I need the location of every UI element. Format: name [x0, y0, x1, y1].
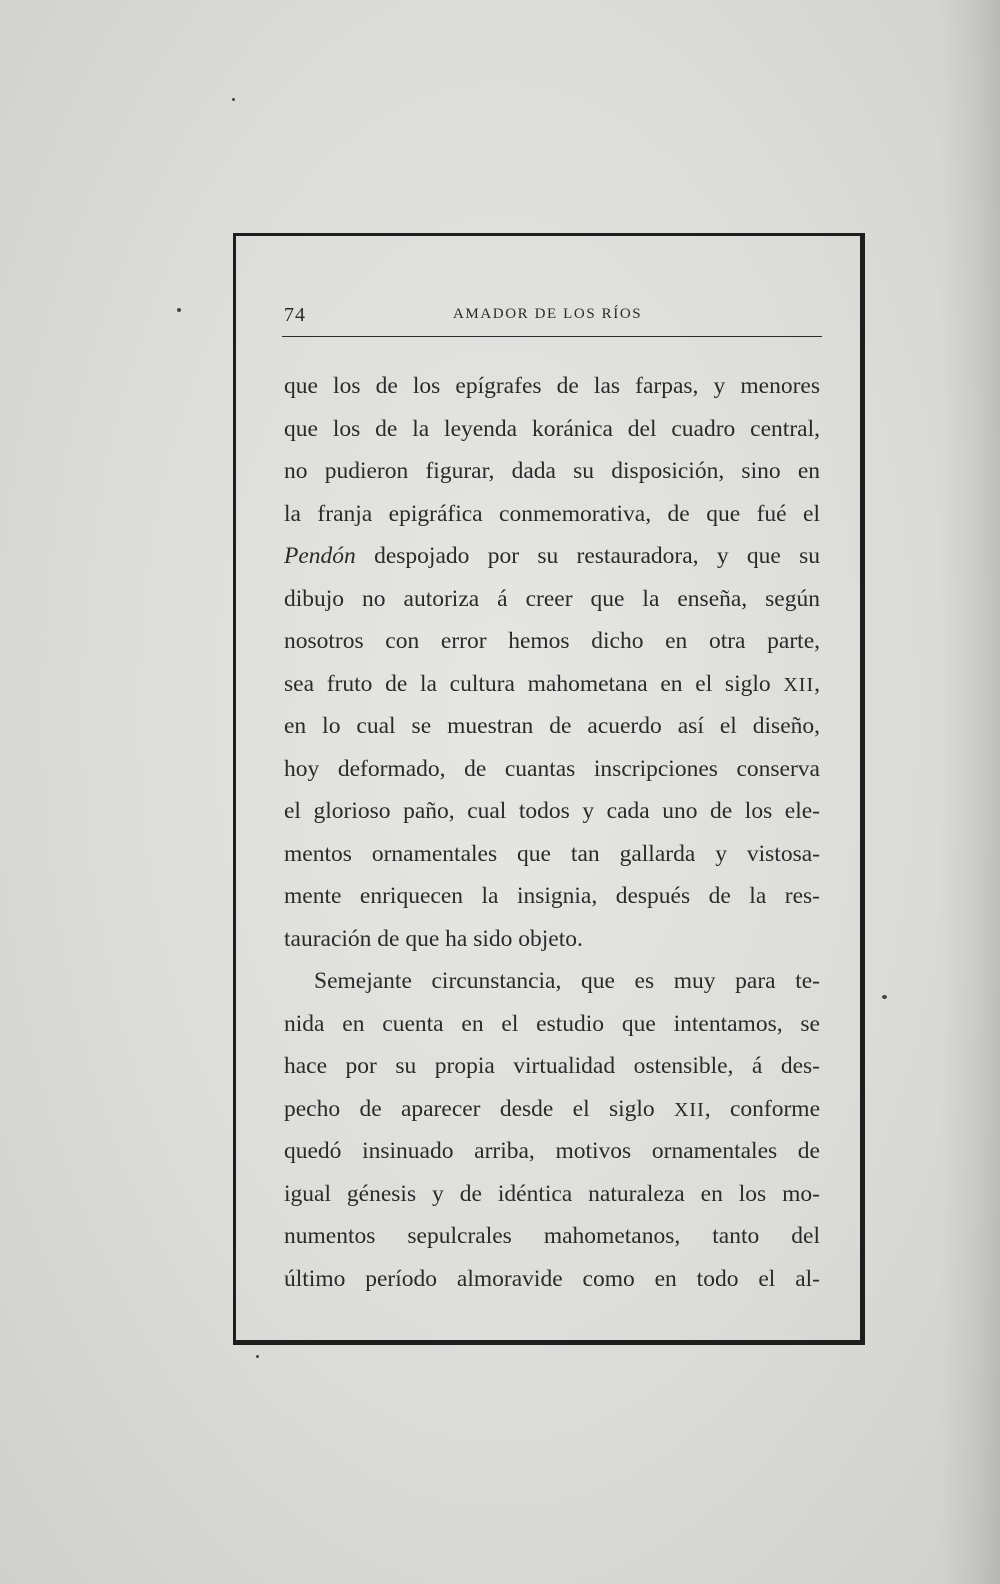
text-line: que los de la leyenda koránica del cuadro central, — [284, 415, 820, 442]
paper-speck — [882, 995, 887, 999]
text-line — [284, 663, 820, 706]
paper-speck — [177, 308, 181, 312]
text-fragment: pecho de aparecer desde el siglo — [284, 1095, 655, 1122]
running-header — [282, 296, 822, 337]
text-fragment: , — [814, 670, 820, 697]
text-line — [284, 1088, 820, 1131]
text-line: nida en cuenta en el estudio que intentamos, se — [284, 1010, 820, 1037]
century-numeral: XII — [783, 673, 815, 696]
text-line: hace por su propia virtualidad ostensible, á des- — [284, 1053, 820, 1079]
text-fragment: despojado por su restauradora, y que su — [374, 543, 820, 569]
italic-word: Pendón — [284, 543, 356, 569]
text-line: que los de los epígrafes de las farpas, y menores — [284, 373, 820, 399]
text-line — [284, 535, 820, 578]
text-line: último período almoravide como en todo el al- — [284, 1265, 820, 1292]
text-line: Semejante circunstancia, que es muy para te- — [314, 968, 820, 994]
paper-speck — [256, 1355, 259, 1358]
page-edge-shadow — [940, 0, 1000, 1584]
running-title: AMADOR DE LOS RÍOS — [453, 306, 643, 322]
page-number: 74 — [284, 304, 306, 326]
text-line: mentos ornamentales que tan gallarda y vistosa- — [284, 840, 820, 867]
text-fragment: , conforme — [704, 1095, 820, 1122]
text-line: igual génesis y de idéntica naturaleza en los mo- — [284, 1180, 820, 1207]
century-numeral: XII — [673, 1098, 705, 1121]
text-line: quedó insinuado arriba, motivos ornamentales de — [284, 1138, 820, 1164]
text-line: numentos sepulcrales mahometanos, tanto del — [284, 1223, 820, 1249]
text-line: en lo cual se muestran de acuerdo así el diseño, — [284, 713, 820, 739]
text-line: tauración de que ha sido objeto. — [284, 925, 583, 952]
text-line: nosotros con error hemos dicho en otra parte, — [284, 628, 820, 654]
text-line: hoy deformado, de cuantas inscripciones conserva — [284, 755, 820, 782]
paper-speck — [232, 98, 235, 101]
text-fragment: sea fruto de la cultura mahometana en el siglo — [284, 670, 771, 697]
body-text — [284, 365, 820, 1300]
text-line: dibujo no autoriza á creer que la enseña, según — [284, 585, 820, 612]
text-line: mente enriquecen la insignia, después de la res- — [284, 883, 820, 909]
text-line: no pudieron figurar, dada su disposición, sino en — [284, 458, 820, 484]
text-line: la franja epigráfica conmemorativa, de que fué el — [284, 500, 820, 527]
text-line: el glorioso paño, cual todos y cada uno de los ele- — [284, 798, 820, 824]
